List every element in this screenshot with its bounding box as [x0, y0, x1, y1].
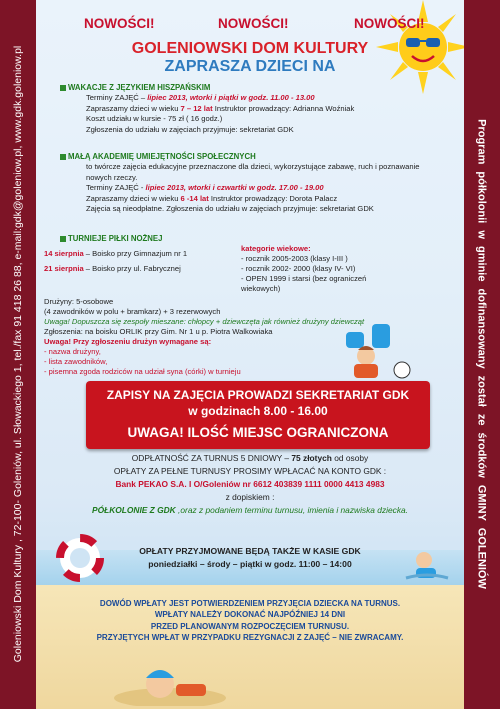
signup-line1: ZAPISY NA ZAJĘCIA PROWADZI SEKRETARIAT GDK: [106, 388, 410, 402]
football-section: [36, 234, 464, 293]
spanish-age: Zapraszamy dzieci w wieku 7 – 12 lat Instruktor prowadzący: Adrianna Woźniak: [86, 103, 355, 113]
payment-notice: DOWÓD WPŁATY JEST POTWIERDZENIEM PRZYJĘCIA DZIECKA NA TURNUS. WPŁATY NALEŻY DOKONAĆ NAJPÓŹNIEJ 14 DNI PRZED PLANOWANYM ROZPOCZĘCIEM TURNUSU. PRZYJĘTYCH WPŁAT W PRZYPADKU REZYGNACJI Z ZAJĘĆ – NIE ZWRACAMY.: [96, 599, 404, 643]
football-details: Drużyny: 5-osobowe (4 zawodników w polu + bramkarz) + 3 rezerwowych Uwaga! Dopuszcza się zespoły mieszane: chłopcy + dziewczęta jak również drużyny dziewcząt Zgłoszenia: na boisku ORLIK przy Gim. Nr 1 u p. Piotra Walkowiaka Uwaga! Przy zgłoszeniu drużyn wymagane są: - nazwa drużyny, - lista zawodników, - pisemna zgoda rodziców na udział syna (córki) w turnieju: [44, 297, 365, 376]
page-title: GOLENIOWSKI DOM KULTURY: [131, 40, 369, 57]
football-dates: 14 sierpnia – Boisko przy Gimnazjum nr 1 21 sierpnia – Boisko przy ul. Fabrycznej: [44, 249, 188, 273]
lifebuoy-icon: [56, 534, 104, 582]
spanish-signup: Zgłoszenia do udziału w zajęciach przyjmuje: sekretariat GDK: [86, 124, 294, 134]
poster-main: [36, 0, 464, 709]
section-heading: TURNIEJE PIŁKI NOŻNEJ: [56, 234, 464, 244]
spanish-cost: Koszt udziału w kursie - 75 zł ( 16 godz.): [86, 114, 223, 124]
bullet-icon: [60, 236, 66, 242]
social-desc: to twórcze zajęcia edukacyjne przeznaczone dla dzieci, wykorzystujące zabawę, ruch i poznawanie nowych rzeczy.: [86, 162, 420, 182]
right-side-strip: [464, 0, 500, 709]
spanish-terms: Terminy ZAJĘĆ – lipiec 2013, wtorki i piątki w godz. 11.00 - 13.00: [86, 93, 315, 103]
funding-info-vertical: Program półkolonii w gminie dofinansowany został ze środków GMINY GOLENIÓW: [476, 119, 488, 589]
page-subtitle: ZAPRASZA DZIECI NA: [164, 58, 336, 75]
social-age: Zapraszamy dzieci w wieku 6 -14 lat Instruktor prowadzący: Dorota Palacz: [86, 193, 338, 203]
cashier-info: OPŁATY PRZYJMOWANE BĘDĄ TAKŻE W KASIE GDK poniedziałki – środy – piątki w godz. 11:00 – 14:00: [139, 546, 361, 569]
social-skills-section: [36, 152, 464, 214]
signup-warning: UWAGA! ILOŚĆ MIEJSC OGRANICZONA: [127, 425, 389, 440]
payment-info: ODPŁATNOŚĆ ZA TURNUS 5 DNIOWY – 75 złotych od osoby OPŁATY ZA PEŁNE TURNUSY PROSIMY WPŁACAĆ NA KONTO GDK : Bank PEKAO S.A. I O/Goleniów nr 6612 403839 1111 0000 4413 4983 z dopiskiem : PÓŁKOLONIE Z GDK ,oraz z podaniem terminu turnusu, imienia i nazwiska dziecka.: [91, 453, 409, 515]
section-heading: WAKACJE Z JĘZYKIEM HISZPAŃSKIM: [56, 83, 464, 93]
contact-info-vertical: Goleniowski Dom Kultury , 72-100- Goleniów, ul. Słowackiego 1, tel./fax 91 418 26 88, e-mail:gdk@goleniow.pl, www.gdk.goleniow.pl: [12, 45, 24, 663]
news-label: NOWOŚCI!: [354, 16, 425, 31]
signup-box: [86, 381, 430, 449]
news-label: NOWOŚCI!: [218, 16, 289, 31]
news-row: [36, 16, 464, 36]
bullet-icon: [60, 154, 66, 160]
child-sand-illustration: [110, 656, 230, 706]
child-football-illustration: [336, 318, 416, 384]
left-side-strip: [0, 0, 36, 709]
news-label: NOWOŚCI!: [84, 16, 155, 31]
spanish-section: [36, 83, 464, 135]
swimming-child-illustration: [402, 548, 452, 584]
social-terms: Terminy ZAJĘĆ - lipiec 2013, wtorki i czwartki w godz. 17.00 - 19.00: [86, 183, 324, 193]
social-free: Zajęcia są nieodpłatne. Zgłoszenia do udziału w zajęciach przyjmuje: sekretariat GDK: [86, 204, 374, 214]
section-heading: MAŁĄ AKADEMIĘ UMIEJĘTNOŚCI SPOŁECZNYCH: [56, 152, 464, 162]
bullet-icon: [60, 85, 66, 91]
football-age-categories: kategorie wiekowe: - rocznik 2005-2003 (klasy I-III ) - rocznik 2002- 2000 (klasy IV- VI) - OPEN 1999 i starsi (bez ograniczeń wiekowych): [241, 244, 367, 293]
signup-hours: w godzinach 8.00 - 16.00: [188, 404, 328, 418]
